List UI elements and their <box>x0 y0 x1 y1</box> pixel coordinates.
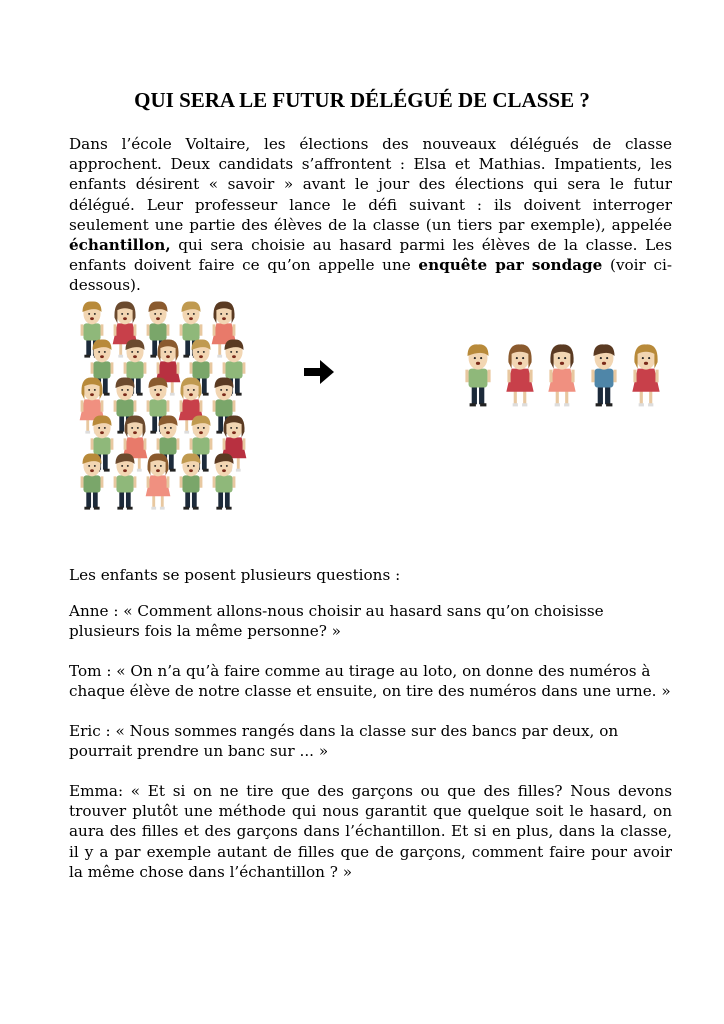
boy-figure <box>81 453 104 509</box>
question-eric: Eric : « Nous sommes rangés dans la classe sur des bancs par deux, on pourrait prendre un banc sur ... » <box>69 722 619 761</box>
question-tom: Tom : « On n’a qu’à faire comme au tirage au loto, on donne des numéros à chaque élève de notre classe et ensuite, on tire des numéros dans une urne. » <box>69 662 671 701</box>
sample-illustration <box>456 336 670 432</box>
question-emma: Emma: « Et si on ne tire que des garçons ou que des filles? Nous devons trouver plutôt une méthode qui nous garantit que quelque soit le hasard, on aura des filles et des garçons dans l’échantillon. Et si en plus, dans la classe, il y a par exemple autant de filles que de garçons, comment faire pour avoir la même chose dans l’échantillon ? » <box>69 782 672 881</box>
intro-paragraph <box>69 134 672 296</box>
girl-figure <box>146 454 171 510</box>
girl-figure <box>632 344 659 406</box>
boy-figure <box>213 453 236 509</box>
question-anne: Anne : « Comment allons-nous choisir au hasard sans qu’on choisisse plusieurs fois la même personne? » <box>69 602 604 641</box>
girl-figure <box>548 344 575 406</box>
intro-text-2: qui sera choisie au hasard parmi les élèves de la classe. Les enfants doivent faire ce qu’on appelle une <box>69 236 672 275</box>
girl-figure <box>506 344 533 406</box>
boy-figure <box>591 344 616 406</box>
boy-figure <box>114 453 137 509</box>
right-arrow-icon <box>300 355 338 389</box>
questions-intro: Les enfants se posent plusieurs questions : <box>69 566 401 584</box>
intro-bold-echantillon: échantillon, <box>69 236 171 255</box>
intro-text-3: (voir ci-dessous). <box>69 256 672 295</box>
boy-figure <box>180 453 203 509</box>
intro-bold-enquete: enquête par sondage <box>418 256 603 275</box>
intro-text-1: Dans l’école Voltaire, les élections des nouveaux délégués de classe approchent. Deux candidats s’affrontent : Elsa et Mathias. Impatients, les enfants désirent « savoir » avant le jour des élections qui sera le futur délégué. Leur professeur lance le défi suivant : ils doivent interroger seulement une partie des élèves de la classe (un tiers par exemple), appelée <box>69 135 672 234</box>
page-title: QUI SERA LE FUTUR DÉLÉGUÉ DE CLASSE ? <box>134 88 590 112</box>
crowd-illustration <box>70 296 260 532</box>
boy-figure <box>465 344 490 406</box>
